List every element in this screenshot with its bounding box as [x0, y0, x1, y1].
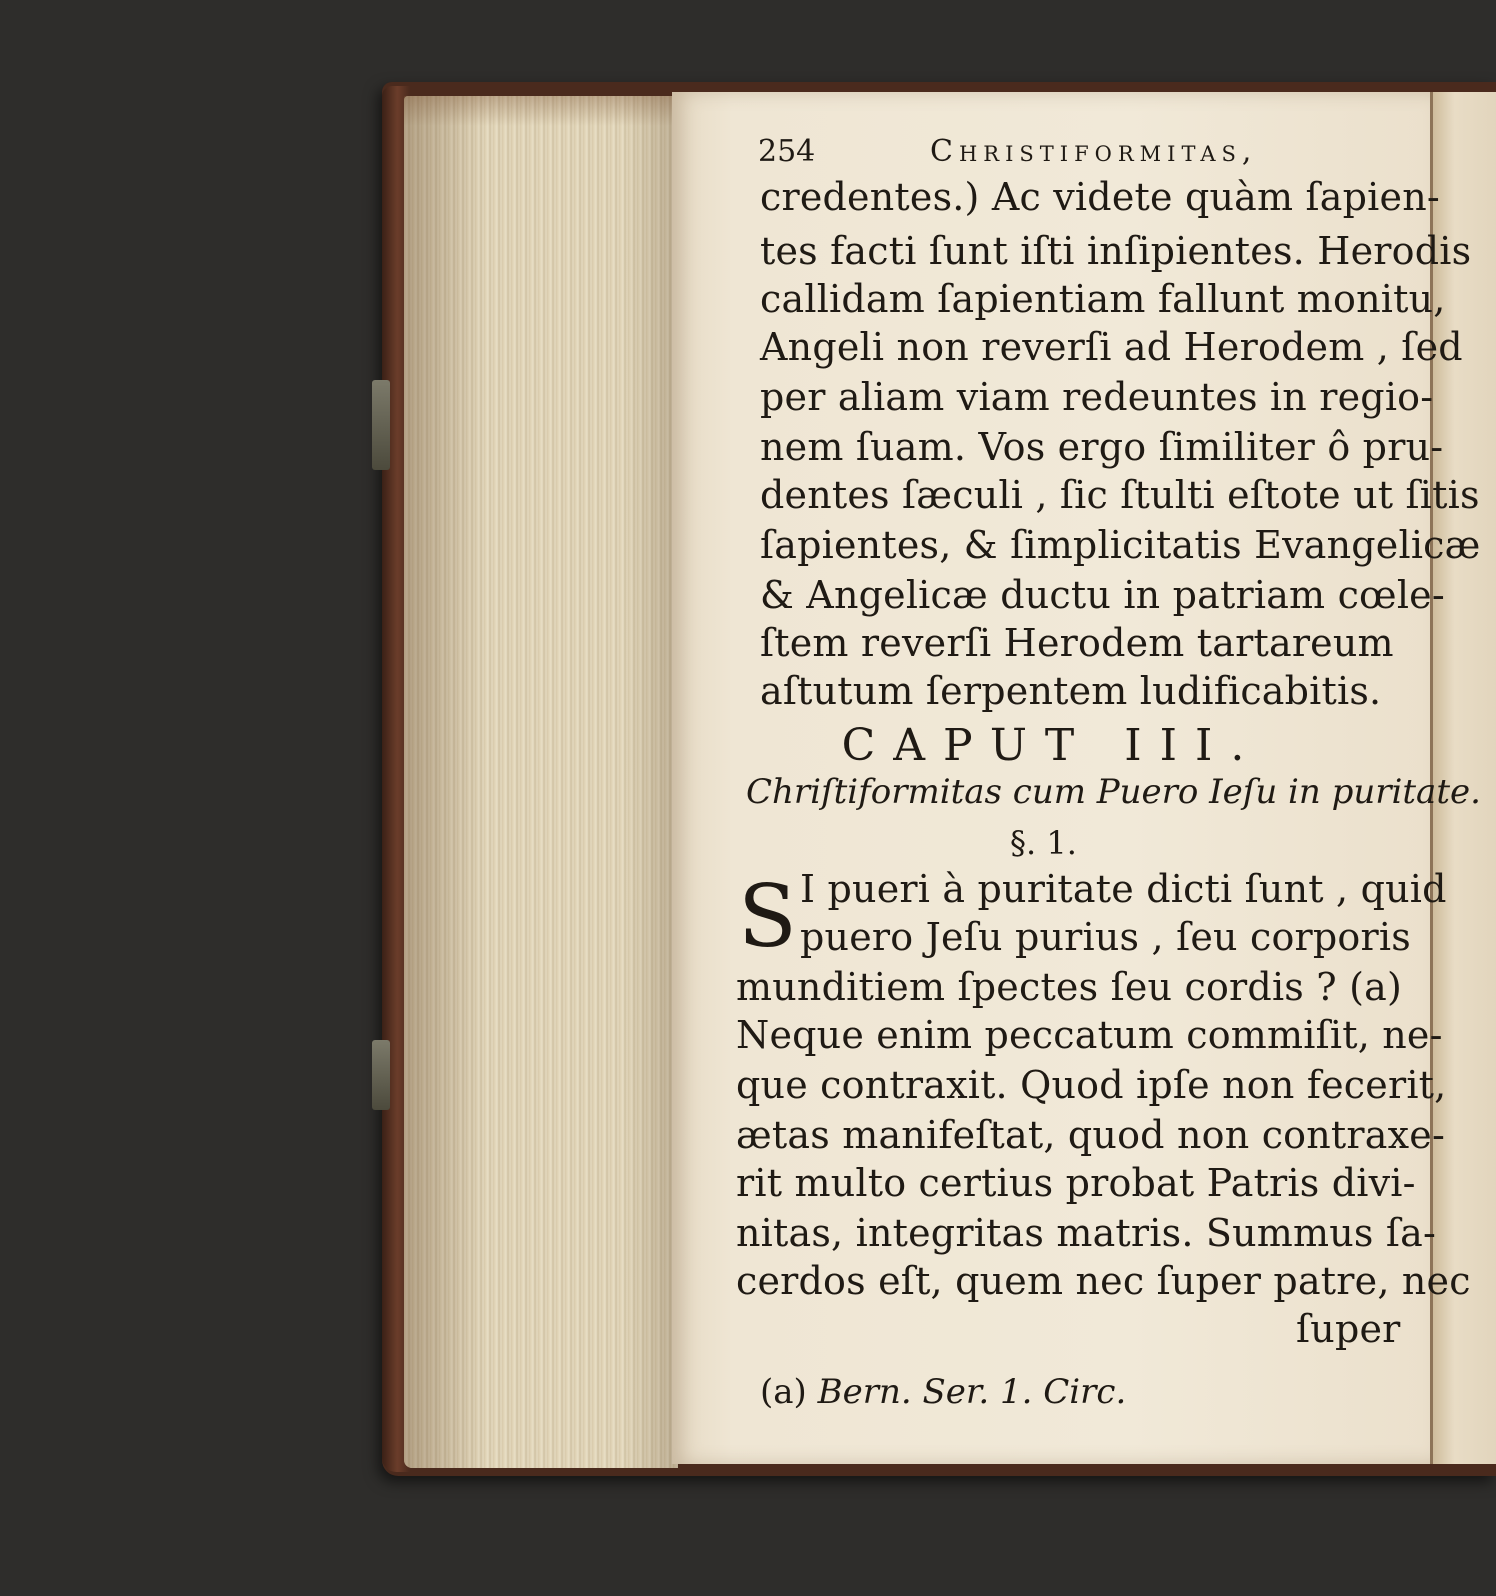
text-line: rit multo certius probat Patris divi-: [736, 1161, 1416, 1205]
catchword: ſuper: [1296, 1307, 1401, 1351]
text-line: puero Jeſu purius , ſeu corporis: [800, 915, 1411, 959]
text-line: per aliam viam redeuntes in regio-: [760, 375, 1434, 419]
footnote: [760, 1372, 1126, 1412]
chapter-subtitle: Chriſtiformitas cum Puero Ieſu in puritate.: [746, 772, 1481, 812]
text-line: nitas, integritas matris. Summus ſa-: [736, 1211, 1437, 1255]
text-line: tes facti ſunt iſti inſipientes. Herodis: [760, 229, 1472, 273]
footnote-text: Bern. Ser. 1. Circ.: [817, 1372, 1127, 1412]
page-edges-top: [404, 96, 678, 126]
page-number: 254: [758, 134, 816, 169]
text-line: munditiem ſpectes ſeu cordis ? (a): [736, 965, 1403, 1009]
text-line: credentes.) Ac videte quàm ſapien-: [760, 175, 1440, 219]
page-edges-shading: [404, 96, 678, 1468]
text-line: callidam ſapientiam fallunt monitu,: [760, 277, 1446, 321]
text-line: Neque enim peccatum commiſit, ne-: [736, 1013, 1443, 1057]
text-line: & Angelicæ ductu in patriam cœle-: [760, 573, 1445, 617]
text-line: que contraxit. Quod ipſe non fecerit,: [736, 1063, 1447, 1107]
text-line: Angeli non reverſi ad Herodem , ſed: [760, 325, 1463, 369]
drop-cap: S: [738, 867, 797, 967]
running-title: Christiformitas,: [930, 134, 1258, 169]
text-line: ætas manifeſtat, quod non contraxe-: [736, 1113, 1445, 1157]
footnote-marker: (a): [760, 1372, 807, 1412]
text-line: ſapientes, & ſimplicitatis Evangelicæ: [760, 523, 1481, 567]
text-line: ſtem reverſi Herodem tartareum: [760, 621, 1394, 665]
chapter-heading: CAPUT III.: [841, 720, 1263, 771]
section-mark: §. 1.: [1010, 824, 1077, 862]
clasp-top: [372, 380, 390, 470]
clasp-bottom: [372, 1040, 390, 1110]
text-line: dentes ſæculi , ſic ſtulti eſtote ut ſitis: [760, 473, 1480, 517]
text-line: I pueri à puritate dicti ſunt , quid: [800, 867, 1447, 911]
text-line: aſtutum ſerpentem ludificabitis.: [760, 669, 1382, 713]
text-line: cerdos eſt, quem nec ſuper patre, nec: [736, 1259, 1471, 1303]
text-line: nem ſuam. Vos ergo ſimiliter ô pru-: [760, 425, 1444, 469]
